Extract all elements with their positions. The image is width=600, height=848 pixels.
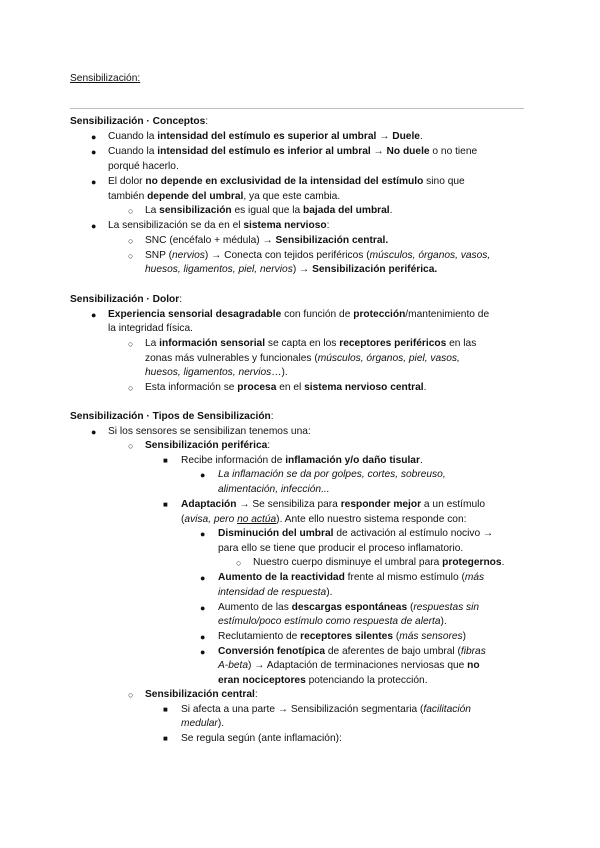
list-item-level3: Recibe información de inflamación y/o daño tisular. — [181, 455, 423, 466]
bullet-square: ■ — [163, 734, 168, 743]
list-item-level3-continuation: medular). — [181, 718, 225, 729]
list-item-level3: Si afecta a una parte → Sensibilización segmentaria (facilitación — [181, 704, 471, 715]
list-item-level3: Se regula según (ante inflamación): — [181, 733, 342, 744]
sub-heading-periferica: Sensibilización periférica: — [145, 440, 271, 451]
bullet-disc: ● — [200, 470, 206, 480]
sub-list-item: SNC (encéfalo + médula) → Sensibilización central. — [145, 235, 389, 246]
list-item-level3-continuation: (avisa, pero no actúa). Ante ello nuestro sistema responde con: — [181, 514, 467, 525]
list-item-level4-continuation: estímulo/poco estímulo como respuesta de alerta). — [218, 616, 447, 627]
sub-list-item: Esta información se procesa en el sistema nervioso central. — [145, 382, 427, 393]
bullet-circle: ○ — [128, 206, 134, 216]
bullet-square: ■ — [163, 500, 168, 509]
bullet-disc: ● — [91, 221, 97, 231]
section-heading-tipos: Sensibilización · Tipos de Sensibilización: — [70, 411, 274, 422]
list-item-level4: La inflamación se da por golpes, cortes, sobreuso, — [218, 469, 446, 480]
bullet-disc: ● — [91, 177, 97, 187]
sub-list-item: La sensibilización es igual que la bajada del umbral. — [145, 205, 393, 216]
list-item-level4: Conversión fenotípica de aferentes de bajo umbral (fibras — [218, 646, 486, 657]
bullet-disc: ● — [200, 647, 206, 657]
bullet-disc: ● — [200, 603, 206, 613]
list-item: La sensibilización se da en el sistema nervioso: — [108, 220, 330, 231]
sub-list-item: SNP (nervios) → Conecta con tejidos periféricos (músculos, órganos, vasos, — [145, 250, 491, 261]
list-item-level4-continuation: alimentación, infección... — [218, 484, 330, 495]
sub-heading-central: Sensibilización central: — [145, 689, 258, 700]
list-item: Cuando la intensidad del estímulo es superior al umbral → Duele. — [108, 131, 423, 142]
list-item-level4-continuation: eran nociceptores potenciando la protección. — [218, 675, 428, 686]
list-item-level4: Reclutamiento de receptores silentes (más sensores) — [218, 631, 467, 642]
list-item: Experiencia sensorial desagradable con función de protección/mantenimiento de — [108, 309, 490, 320]
bullet-disc: ● — [91, 147, 97, 157]
list-item-level4-continuation: para ello se tiene que producir el proceso inflamatorio. — [218, 543, 464, 554]
list-item-level4: Disminución del umbral de activación al estímulo nocivo → — [218, 528, 494, 539]
section-heading-dolor: Sensibilización · Dolor: — [70, 294, 183, 305]
section-heading-conceptos: Sensibilización · Conceptos: — [70, 116, 209, 127]
bullet-disc: ● — [91, 132, 97, 142]
bullet-disc: ● — [91, 310, 97, 320]
divider — [70, 108, 524, 109]
bullet-circle: ○ — [128, 251, 134, 261]
bullet-disc: ● — [200, 529, 206, 539]
list-item-continuation: también depende del umbral, ya que este cambia. — [108, 191, 341, 202]
bullet-disc: ● — [200, 632, 206, 642]
sub-list-item-continuation: zonas más vulnerables y funcionales (músculos, órganos, piel, vasos, — [145, 353, 460, 364]
list-item: Cuando la intensidad del estímulo es inferior al umbral → No duele o no tiene — [108, 146, 478, 157]
list-item-level4: Aumento de la reactividad frente al mismo estímulo (más — [218, 572, 485, 583]
bullet-circle: ○ — [128, 441, 134, 451]
list-item-level4-continuation: A-beta) → Adaptación de terminaciones nerviosas que no — [218, 660, 480, 671]
sub-list-item-continuation: huesos, ligamentos, piel, nervios) → Sensibilización periférica. — [145, 264, 438, 275]
list-item-level4: Aumento de las descargas espontáneas (respuestas sin — [218, 602, 480, 613]
bullet-disc: ● — [91, 427, 97, 437]
list-item-continuation: la integridad física. — [108, 323, 193, 334]
bullet-circle: ○ — [128, 383, 134, 393]
list-item-level4-continuation: intensidad de respuesta). — [218, 587, 333, 598]
bullet-disc: ● — [200, 573, 206, 583]
bullet-circle: ○ — [128, 690, 134, 700]
list-item-level5: Nuestro cuerpo disminuye el umbral para protegernos. — [253, 557, 505, 568]
sub-list-item-continuation: huesos, ligamentos, nervios…). — [145, 367, 288, 378]
bullet-square: ■ — [163, 456, 168, 465]
list-item-continuation: porqué hacerlo. — [108, 161, 179, 172]
bullet-circle: ○ — [128, 236, 134, 246]
list-item-level3: Adaptación → Se sensibiliza para responder mejor a un estímulo — [181, 499, 486, 510]
list-item: Si los sensores se sensibilizan tenemos una: — [108, 426, 311, 437]
bullet-circle: ○ — [128, 339, 134, 349]
bullet-square: ■ — [163, 705, 168, 714]
document-title: Sensibilización: — [70, 73, 141, 84]
sub-list-item: La información sensorial se capta en los receptores periféricos en las — [145, 338, 477, 349]
bullet-circle: ○ — [236, 558, 242, 568]
list-item: El dolor no depende en exclusividad de la intensidad del estímulo sino que — [108, 176, 465, 187]
